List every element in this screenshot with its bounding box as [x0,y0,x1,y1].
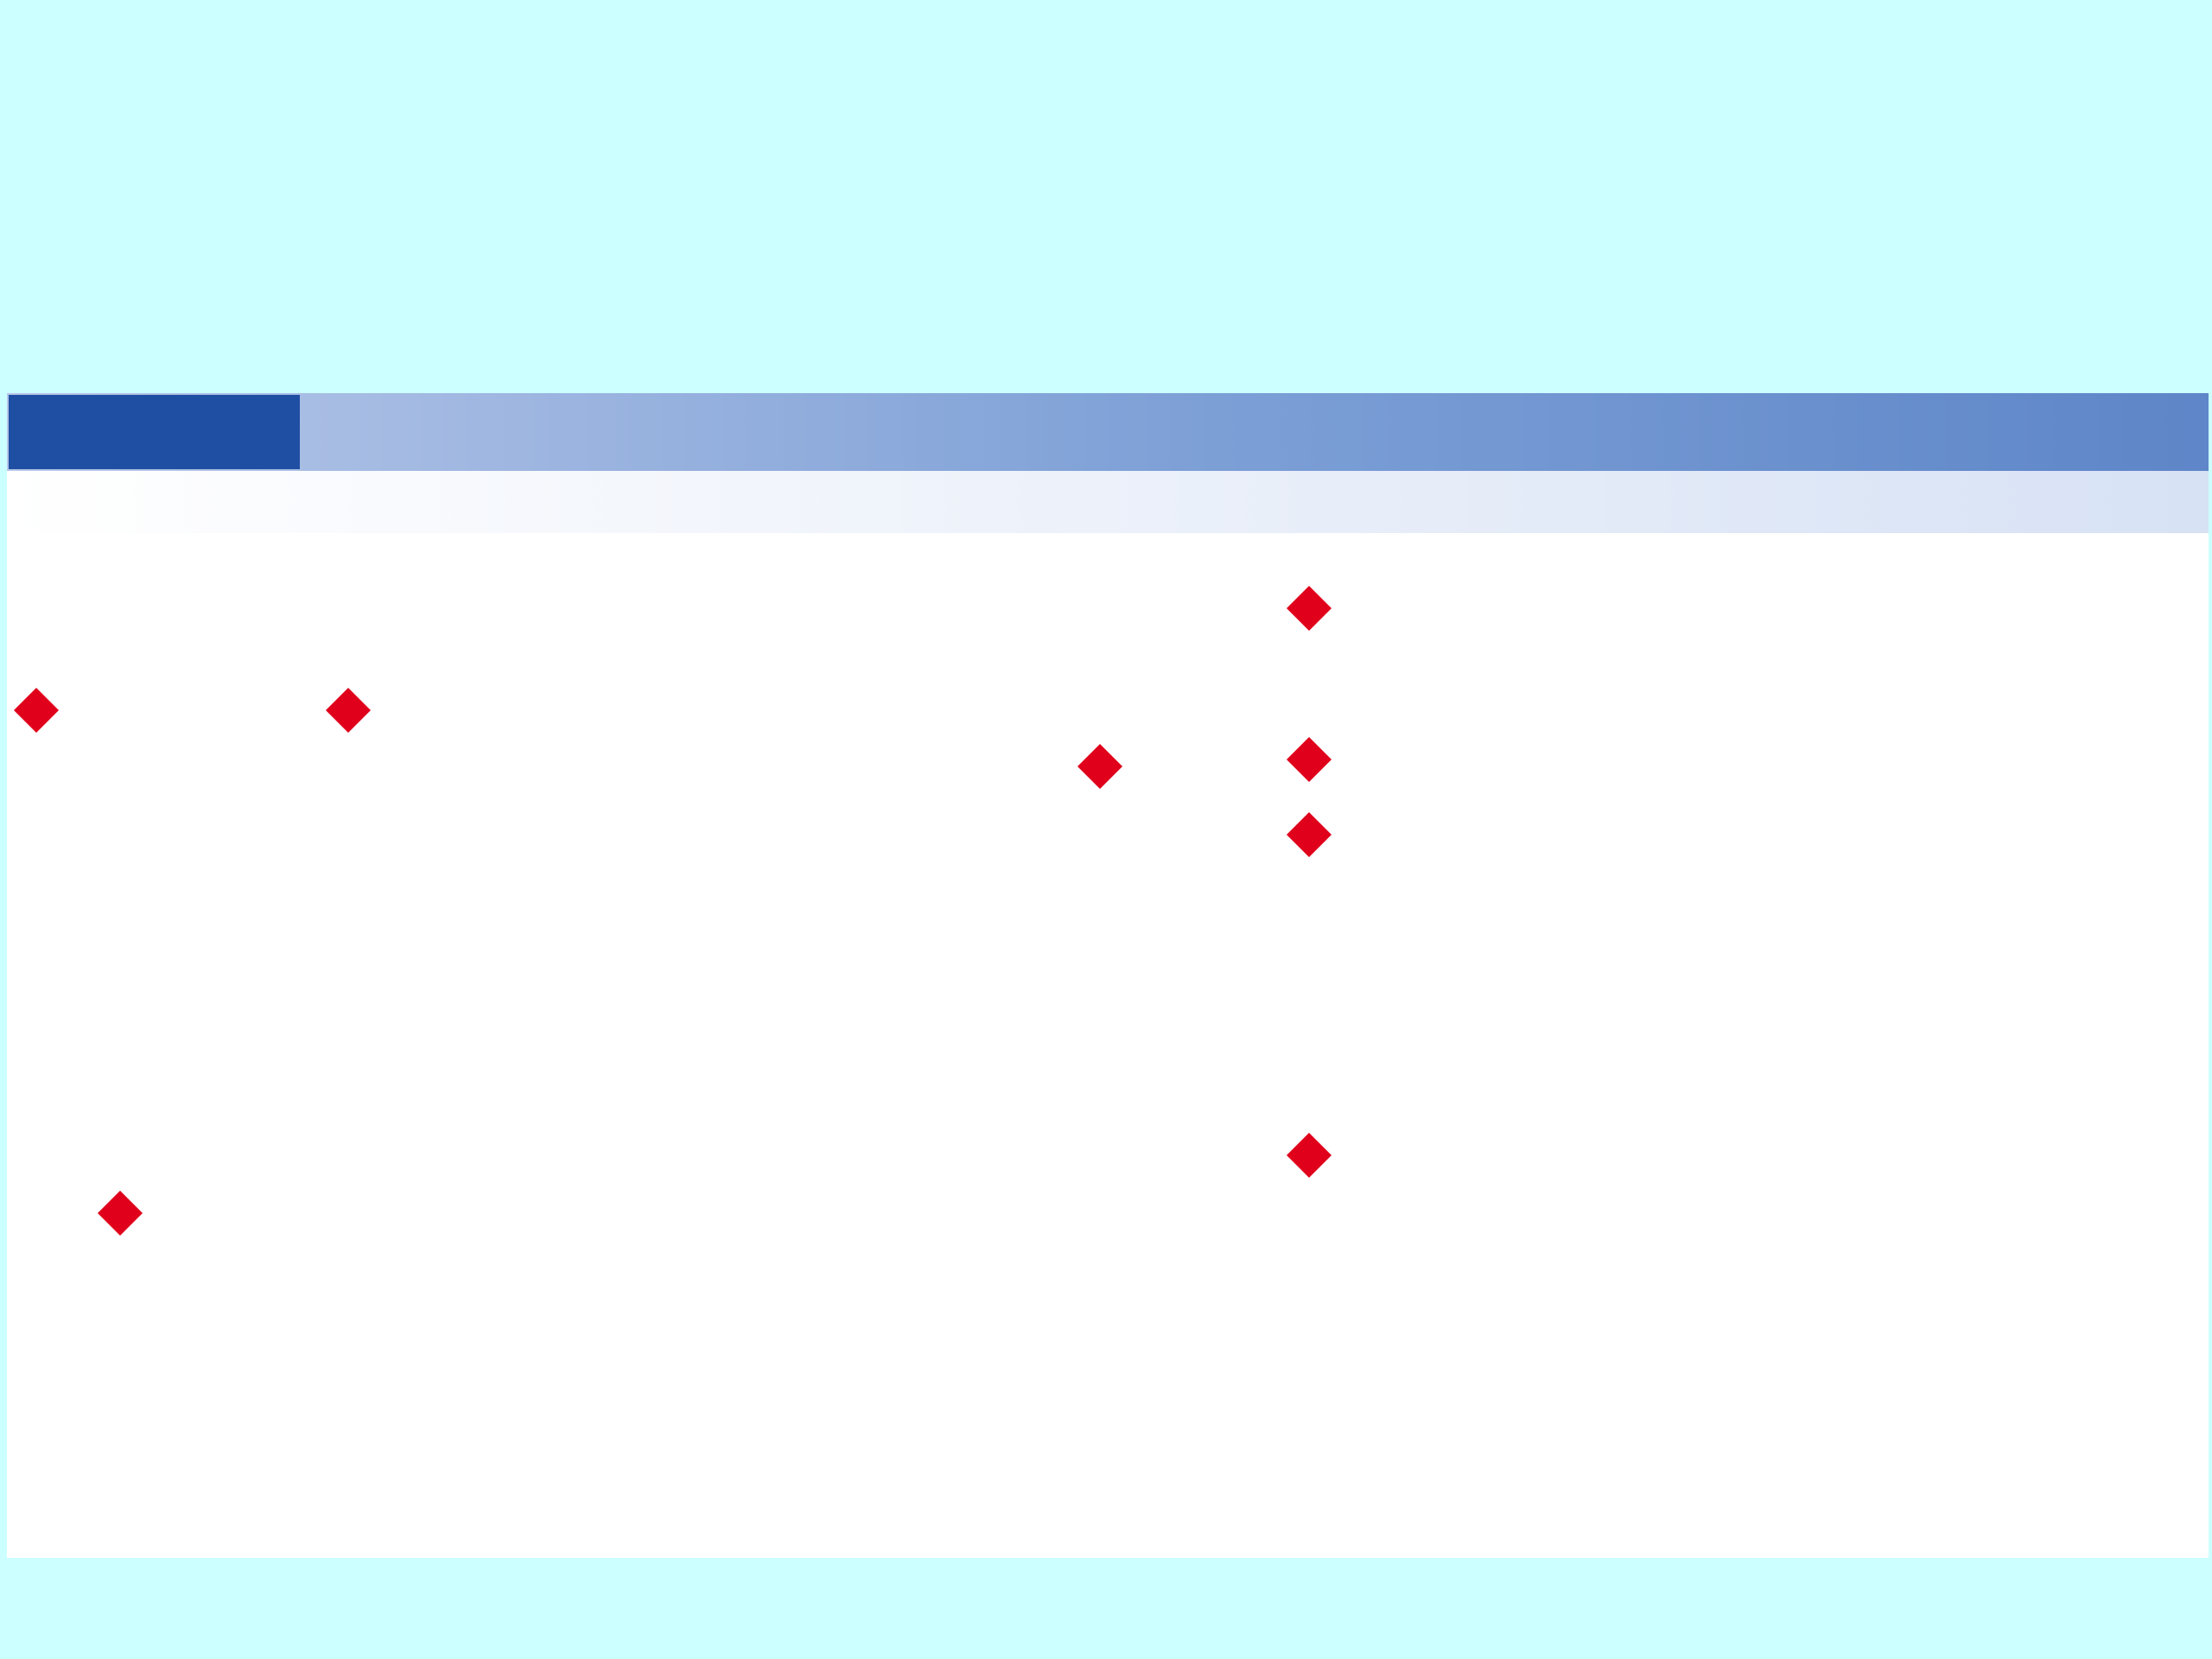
figure-panel [7,393,2209,1558]
figure-header [7,393,2209,471]
chain-reaction-illustration [7,652,1217,1067]
step-4-badge [97,1190,143,1236]
step-3-text-badge [1286,811,1332,858]
step-2-text-badge [1286,736,1332,783]
step-3-badge [1077,743,1123,790]
figure-label [9,395,300,469]
step-2-badge [325,687,372,734]
step-1-text-badge [1286,585,1332,632]
figure-subtitle-bar [7,471,2209,533]
step-4-text-badge [1286,1132,1332,1179]
antioxidant-protection-illustration [7,1171,1217,1516]
step-1-badge [13,687,60,734]
